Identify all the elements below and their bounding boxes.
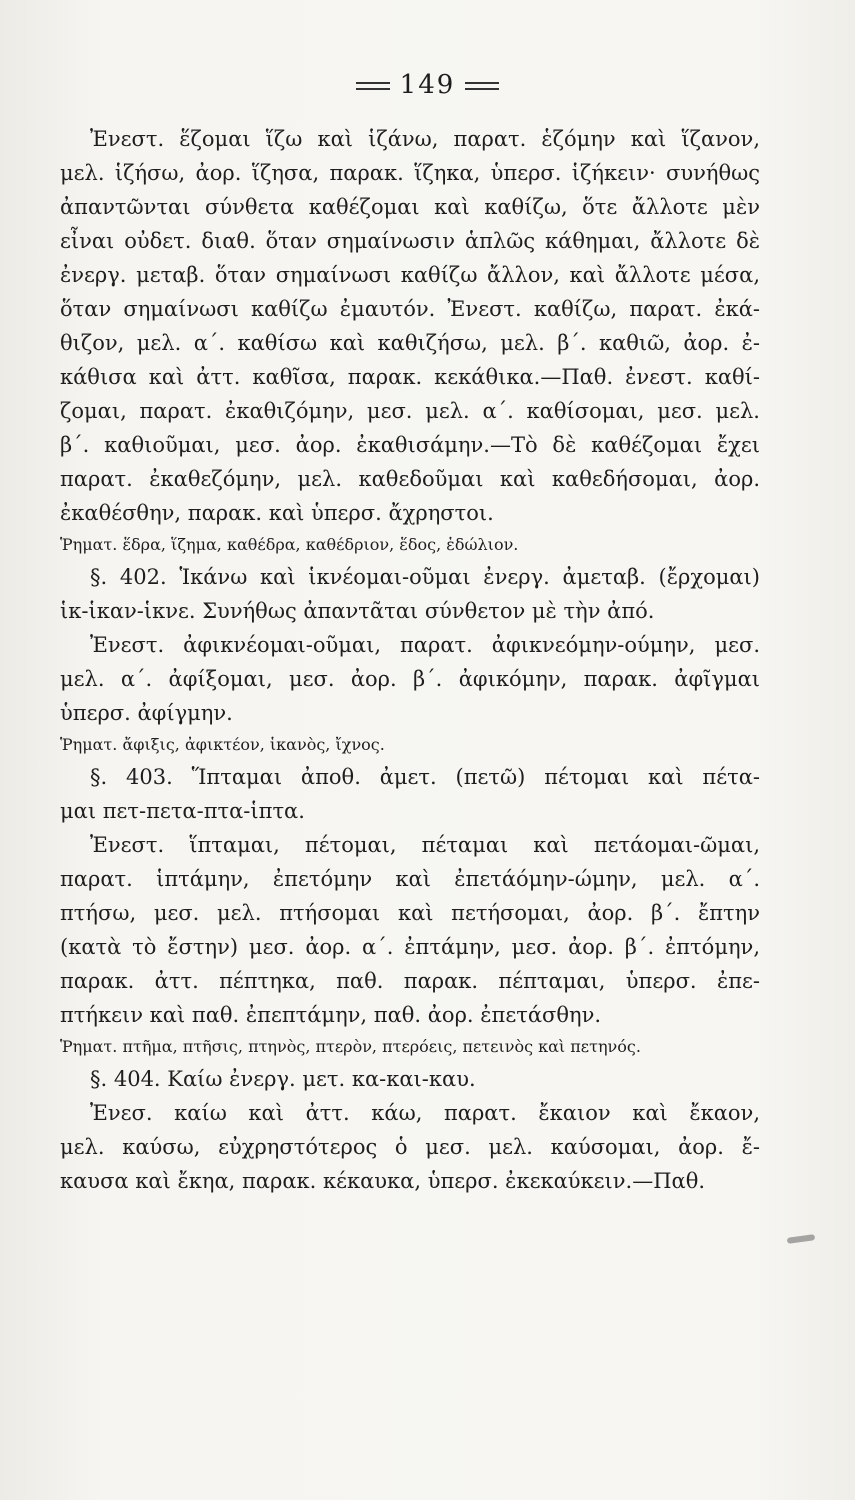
text-line: μελ. ἱζήσω, ἀορ. ἵζησα, παρακ. ἵζηκα, ὑπερσ. ἱζήκειν· συνήθως bbox=[60, 161, 760, 185]
text-line: κάθισα καὶ ἀττ. καθῖσα, παρακ. κεκάθικα.—Παθ. ἐνεστ. καθί- bbox=[60, 365, 760, 389]
text-line: μελ. καύσω, εὐχρηστότερος ὁ μεσ. μελ. καύσομαι, ἀορ. ἔ- bbox=[60, 1135, 760, 1159]
page-number: 149 bbox=[399, 70, 456, 100]
text-line: β΄. καθιοῦμαι, μεσ. ἀορ. ἐκαθισάμην.—Τὸ δὲ καθέζομαι ἔχει bbox=[60, 433, 760, 457]
text-line: §. 404. Καίω ἐνεργ. μετ. κα-και-καυ. bbox=[90, 1067, 476, 1091]
text-line: παρατ. ἱπτάμην, ἐπετόμην καὶ ἐπετάόμην-ώμην, μελ. α΄. bbox=[60, 867, 760, 891]
text-line: ὑπερσ. ἀφίγμην. bbox=[60, 701, 233, 725]
text-line: Ῥηματ. ἄφιξις, ἀφικτέον, ἱκανὸς, ἴχνος. bbox=[60, 735, 385, 754]
paragraph-p1r bbox=[60, 530, 760, 560]
text-line: Ῥηματ. πτῆμα, πτῆσις, πτηνὸς, πτερὸν, πτερόεις, πετεινὸς καὶ πετηνός. bbox=[60, 1037, 641, 1056]
paragraph-p6 bbox=[60, 1062, 760, 1096]
page-body-text bbox=[60, 122, 760, 1198]
text-line: μαι πετ-πετα-πτα-ἱπτα. bbox=[60, 799, 305, 823]
header-rule-left bbox=[356, 82, 390, 90]
header-rule-right bbox=[465, 82, 499, 90]
text-line: §. 402. Ἱκάνω καὶ ἱκνέομαι-οῦμαι ἐνεργ. ἀμεταβ. (ἔρχομαι) bbox=[90, 565, 760, 589]
text-line: Ἐνεστ. ἀφικνέομαι-οῦμαι, παρατ. ἀφικνεόμην-ούμην, μεσ. bbox=[90, 633, 760, 657]
paragraph-p2 bbox=[60, 560, 760, 628]
text-line: ζομαι, παρατ. ἐκαθιζόμην, μεσ. μελ. α΄. καθίσομαι, μεσ. μελ. bbox=[60, 399, 760, 423]
text-line: Ἐνεστ. ἵπταμαι, πέτομαι, πέταμαι καὶ πετάομαι-ῶμαι, bbox=[90, 833, 760, 857]
paragraph-p3r bbox=[60, 730, 760, 760]
paragraph-p5 bbox=[60, 828, 760, 1032]
text-line: ἱκ-ἱκαν-ἱκνε. Συνήθως ἀπαντᾶται σύνθετον μὲ τὴν ἀπό. bbox=[60, 599, 655, 623]
paragraph-p5r bbox=[60, 1032, 760, 1062]
text-line: ἐκαθέσθην, παρακ. καὶ ὑπερσ. ἄχρηστοι. bbox=[60, 501, 494, 525]
text-line: παρακ. ἀττ. πέπτηκα, παθ. παρακ. πέπταμαι, ὑπερσ. ἐπε- bbox=[60, 969, 760, 993]
text-line: θιζον, μελ. α΄. καθίσω καὶ καθιζήσω, μελ. β΄. καθιῶ, ἀορ. ἐ- bbox=[60, 331, 760, 355]
text-line: μελ. α΄. ἀφίξομαι, μεσ. ἀορ. β΄. ἀφικόμην, παρακ. ἀφῖγμαι bbox=[60, 667, 760, 691]
text-line: (κατὰ τὸ ἔστην) μεσ. ἀορ. α΄. ἐπτάμην, μεσ. ἀορ. β΄. ἐπτόμην, bbox=[60, 935, 760, 959]
page-header bbox=[0, 70, 855, 100]
text-line: ἀπαντῶνται σύνθετα καθέζομαι καὶ καθίζω, ὅτε ἄλλοτε μὲν bbox=[60, 195, 760, 219]
ink-mark bbox=[787, 1234, 816, 1244]
paragraph-p3 bbox=[60, 628, 760, 730]
paragraph-p1 bbox=[60, 122, 760, 530]
text-line: καυσα καὶ ἔκηα, παρακ. κέκαυκα, ὑπερσ. ἐκεκαύκειν.—Παθ. bbox=[60, 1169, 706, 1193]
text-line: εἶναι οὐδετ. διαθ. ὅταν σημαίνωσιν ἁπλῶς κάθημαι, ἄλλοτε δὲ bbox=[60, 229, 760, 253]
text-line: ἐνεργ. μεταβ. ὅταν σημαίνωσι καθίζω ἄλλον, καὶ ἄλλοτε μέσα, bbox=[60, 263, 760, 287]
text-line: Ἐνεσ. καίω καὶ ἀττ. κάω, παρατ. ἔκαιον καὶ ἔκαον, bbox=[90, 1101, 760, 1125]
text-line: Ῥηματ. ἕδρα, ἵζημα, καθέδρα, καθέδριον, ἕδος, ἑδώλιον. bbox=[60, 535, 519, 554]
paragraph-p4 bbox=[60, 760, 760, 828]
paragraph-p7 bbox=[60, 1096, 760, 1198]
text-line: πτήσω, μεσ. μελ. πτήσομαι καὶ πετήσομαι, ἀορ. β΄. ἔπτην bbox=[60, 901, 760, 925]
text-line: Ἐνεστ. ἕζομαι ἵζω καὶ ἱζάνω, παρατ. ἑζόμην καὶ ἵζανον, bbox=[90, 127, 760, 151]
text-line: πτήκειν καὶ παθ. ἐπεπτάμην, παθ. ἀορ. ἐπετάσθην. bbox=[60, 1003, 602, 1027]
text-line: ὅταν σημαίνωσι καθίζω ἐμαυτόν. Ἐνεστ. καθίζω, παρατ. ἐκά- bbox=[60, 297, 760, 321]
text-line: §. 403. Ἵπταμαι ἀποθ. ἀμετ. (πετῶ) πέτομαι καὶ πέτα- bbox=[90, 765, 760, 789]
text-line: παρατ. ἐκαθεζόμην, μελ. καθεδοῦμαι καὶ καθεδήσομαι, ἀορ. bbox=[60, 467, 760, 491]
